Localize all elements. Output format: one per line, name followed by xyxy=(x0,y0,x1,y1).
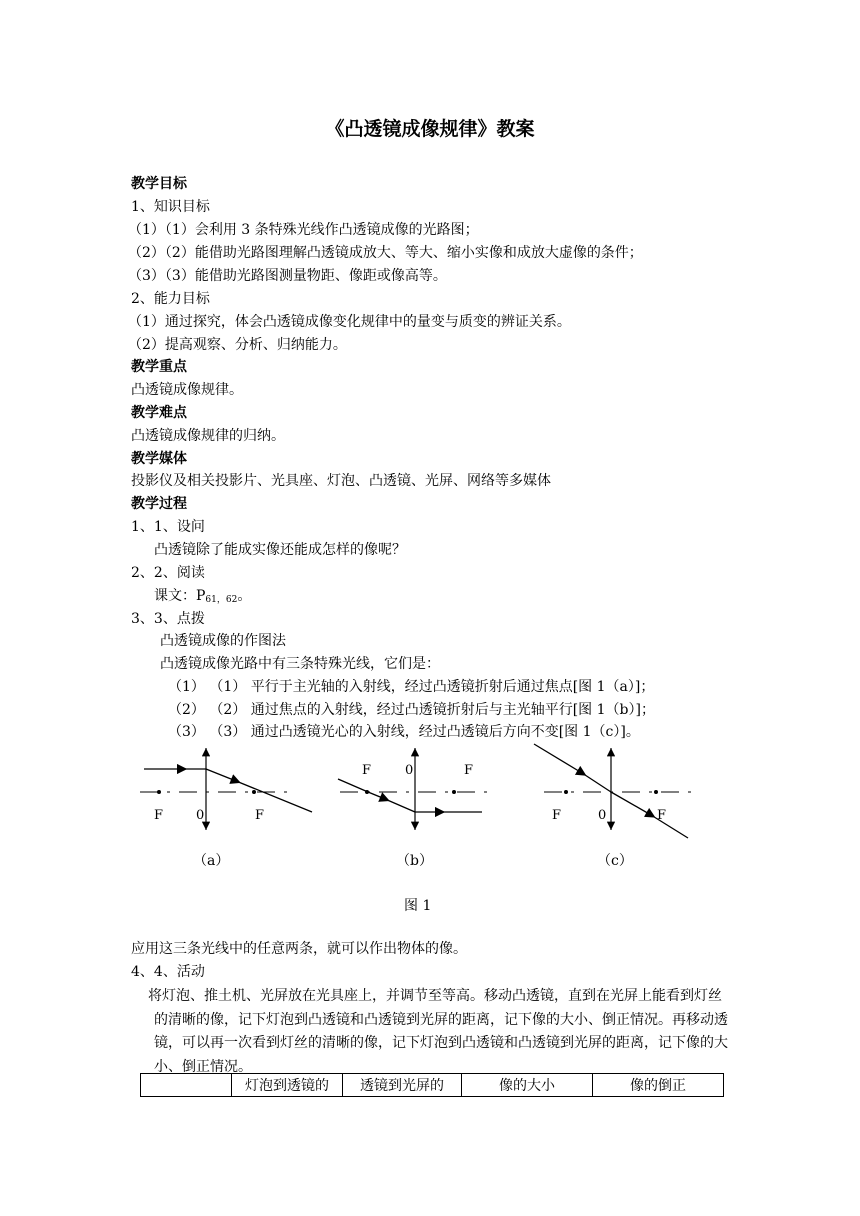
activity-table xyxy=(140,1073,724,1097)
step2-text-prefix: 课文：P xyxy=(154,588,206,604)
figure-title: 图 1 xyxy=(404,898,432,914)
diagram-c-label-f-right: F xyxy=(657,808,667,823)
ability-item-1: （1）通过探究，体会凸透镜成像变化规律中的量变与质变的辨证关系。 xyxy=(128,314,571,330)
media-text: 投影仪及相关投影片、光具座、灯泡、凸透镜、光屏、网络等多媒体 xyxy=(131,473,551,489)
knowledge-item-2: （2）（2）能借助光路图理解凸透镜成放大、等大、缩小实像和成放大虚像的条件； xyxy=(128,245,643,261)
diagram-a xyxy=(140,748,312,830)
step4-label: 4、4、活动 xyxy=(131,964,205,980)
step2-page-numbers: 61，62 xyxy=(205,595,238,605)
step1-label: 1、1、设问 xyxy=(131,519,205,535)
table-header-cell xyxy=(141,1074,232,1097)
caption-c: （c） xyxy=(597,853,633,869)
ray-rule-2: （2） （2） 通过焦点的入射线，经过凸透镜折射后与主光轴平行[图 1（b）]； xyxy=(168,702,655,718)
step3-line1: 凸透镜成像的作图法 xyxy=(160,633,286,649)
step3-label: 3、3、点拨 xyxy=(131,611,205,627)
process-heading: 教学过程 xyxy=(131,496,187,512)
diagram-c-ray-in xyxy=(582,773,611,792)
diagram-b-label-o: 0 xyxy=(405,763,414,778)
difficulty-heading: 教学难点 xyxy=(131,405,187,421)
diagram-b-ray-in xyxy=(385,799,415,812)
diagram-a-label-f-left: F xyxy=(154,808,164,823)
table-header-row xyxy=(141,1074,724,1097)
diagram-c-ray-out-arrow xyxy=(611,792,651,815)
step4-paragraph: 将灯泡、推土机、光屏放在光具座上，并调节至等高。移动凸透镜，直到在光屏上能看到灯丝的清晰的像，记下灯泡到凸透镜和凸透镜到光屏的距离，记下像的大小、倒正情况。再移动透镜，可以再一次看到灯丝的清晰的像，记下灯泡到凸透镜和凸透镜到光屏的距离，记下像的大小、倒正情况。 xyxy=(148,988,728,1075)
diagram-b-ray-in-arrow xyxy=(368,792,385,799)
diagram-a-ray-out-arrow xyxy=(206,769,236,781)
diagram-a-focus-left xyxy=(157,790,161,794)
diagram-c-label-o: 0 xyxy=(598,808,607,823)
diagram-a-ray-out xyxy=(236,781,312,812)
diagram-b xyxy=(338,748,492,830)
step2-text-suffix: 。 xyxy=(237,588,252,604)
knowledge-objective-label: 1、知识目标 xyxy=(131,199,210,215)
document-title: 《凸透镜成像规律》教案 xyxy=(325,118,535,140)
diagram-c-focus-left xyxy=(564,790,568,794)
diagram-b-focus-right xyxy=(452,790,456,794)
diagram-b-ray-in-start xyxy=(338,779,368,792)
knowledge-item-1: （1）（1）会利用 3 条特殊光线作凸透镜成像的光路图； xyxy=(128,222,479,238)
diagram-c-ray-in-arrow xyxy=(534,744,582,773)
ability-objective-label: 2、能力目标 xyxy=(131,291,210,307)
difficulty-text: 凸透镜成像规律的归纳。 xyxy=(131,428,285,444)
diagram-c-label-f-left: F xyxy=(552,808,562,823)
step3-line2: 凸透镜成像光路中有三条特殊光线，它们是： xyxy=(160,656,440,672)
table-header-cell: 灯泡到透镜的 xyxy=(232,1074,343,1097)
step2-label: 2、2、阅读 xyxy=(131,565,205,581)
diagram-b-label-f-left: F xyxy=(362,763,372,778)
diagram-a-label-o: 0 xyxy=(196,808,205,823)
objectives-heading: 教学目标 xyxy=(131,176,187,192)
diagram-a-label-f-right: F xyxy=(255,808,265,823)
table-header-cell: 像的大小 xyxy=(462,1074,593,1097)
step1-text: 凸透镜除了能成实像还能成怎样的像呢？ xyxy=(154,542,406,558)
ray-rule-1: （1） （1） 平行于主光轴的入射线，经过凸透镜折射后通过焦点[图 1（a）]； xyxy=(168,679,655,695)
diagram-b-label-f-right: F xyxy=(464,763,474,778)
ability-item-2: （2）提高观察、分析、归纳能力。 xyxy=(128,337,347,353)
ray-rule-3: （3） （3） 通过凸透镜光心的入射线，经过凸透镜后方向不变[图 1（c）]。 xyxy=(168,724,640,740)
after-figure-text: 应用这三条光线中的任意两条，就可以作出物体的像。 xyxy=(131,941,467,957)
table-header-cell: 透镜到光屏的 xyxy=(343,1074,462,1097)
knowledge-item-3: （3）（3）能借助光路图测量物距、像距或像高等。 xyxy=(128,268,447,284)
caption-a: （a） xyxy=(193,853,230,869)
diagram-c-focus-right xyxy=(654,790,658,794)
table-header-cell: 像的倒正 xyxy=(593,1074,724,1097)
diagram-c xyxy=(534,744,694,838)
caption-b: （b） xyxy=(396,853,433,869)
diagram-a-focus-right xyxy=(252,790,256,794)
key-point-heading: 教学重点 xyxy=(131,359,187,375)
key-point-text: 凸透镜成像规律。 xyxy=(131,382,243,398)
media-heading: 教学媒体 xyxy=(131,451,187,467)
